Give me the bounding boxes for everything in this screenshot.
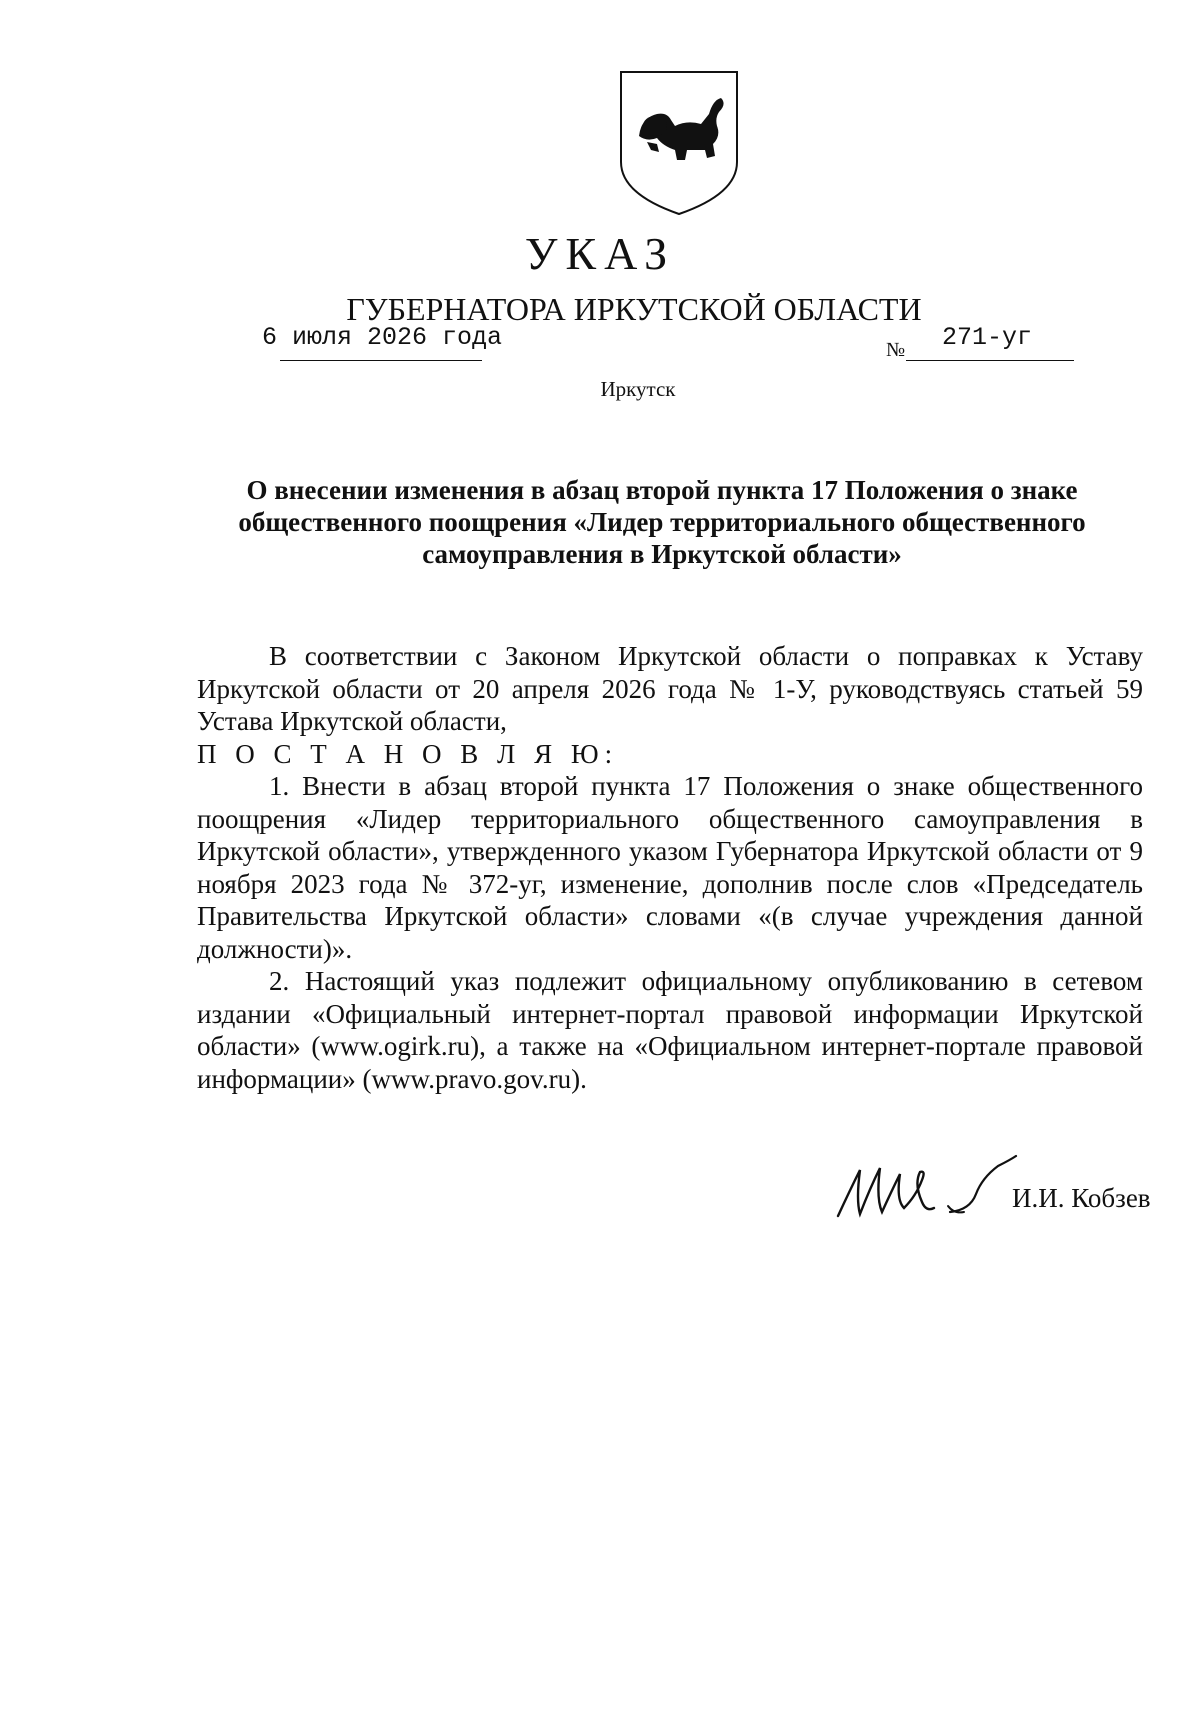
decree-word: П О С Т А Н О В Л Я Ю: — [197, 738, 619, 769]
coat-of-arms-icon — [617, 70, 741, 216]
document-title: УКАЗ — [524, 228, 676, 279]
number-underline — [906, 360, 1074, 361]
preamble-paragraph: В соответствии с Законом Иркутской области о поправках к Уставу Иркутской области от 20 апреля 2026 года № 1-У, руководствуясь статьей 59 Устава Иркутской области, — [197, 641, 1143, 736]
date-underline — [280, 360, 482, 361]
document-number: 271-уг — [942, 323, 1033, 352]
document-date: 6 июля 2026 года — [262, 323, 503, 352]
item-paragraph-2: 2. Настоящий указ подлежит официальному опубликованию в сетевом издании «Официальный интернет-портал правовой информации Иркутской области» (www.ogirk.ru), а также на «Официальном интернет-портале правовой информации» (www.pravo.gov.ru). — [197, 966, 1143, 1094]
number-label: № — [886, 339, 906, 361]
document-heading: О внесении изменения в абзац второй пункта 17 Положения о знаке общественного поощрения «Лидер территориального общественного самоуправления в Иркутской области» — [238, 475, 1086, 569]
issuer-line: ГУБЕРНАТОРА ИРКУТСКОЙ ОБЛАСТИ — [346, 291, 922, 327]
document-body — [197, 640, 1143, 1095]
document-city: Иркутск — [600, 377, 676, 401]
signature-icon — [830, 1150, 1030, 1230]
item-paragraph-1: 1. Внести в абзац второй пункта 17 Положения о знаке общественного поощрения «Лидер территориального общественного самоуправления в Иркутской области», утвержденного указом Губернатора Иркутской области от 9 ноября 2023 года № 372-уг, изменение, дополнив после слов «Председатель Правительства Иркутской области» словами «(в случае учреждения данной должности)». — [197, 771, 1143, 964]
signer-name: И.И. Кобзев — [1012, 1183, 1151, 1213]
